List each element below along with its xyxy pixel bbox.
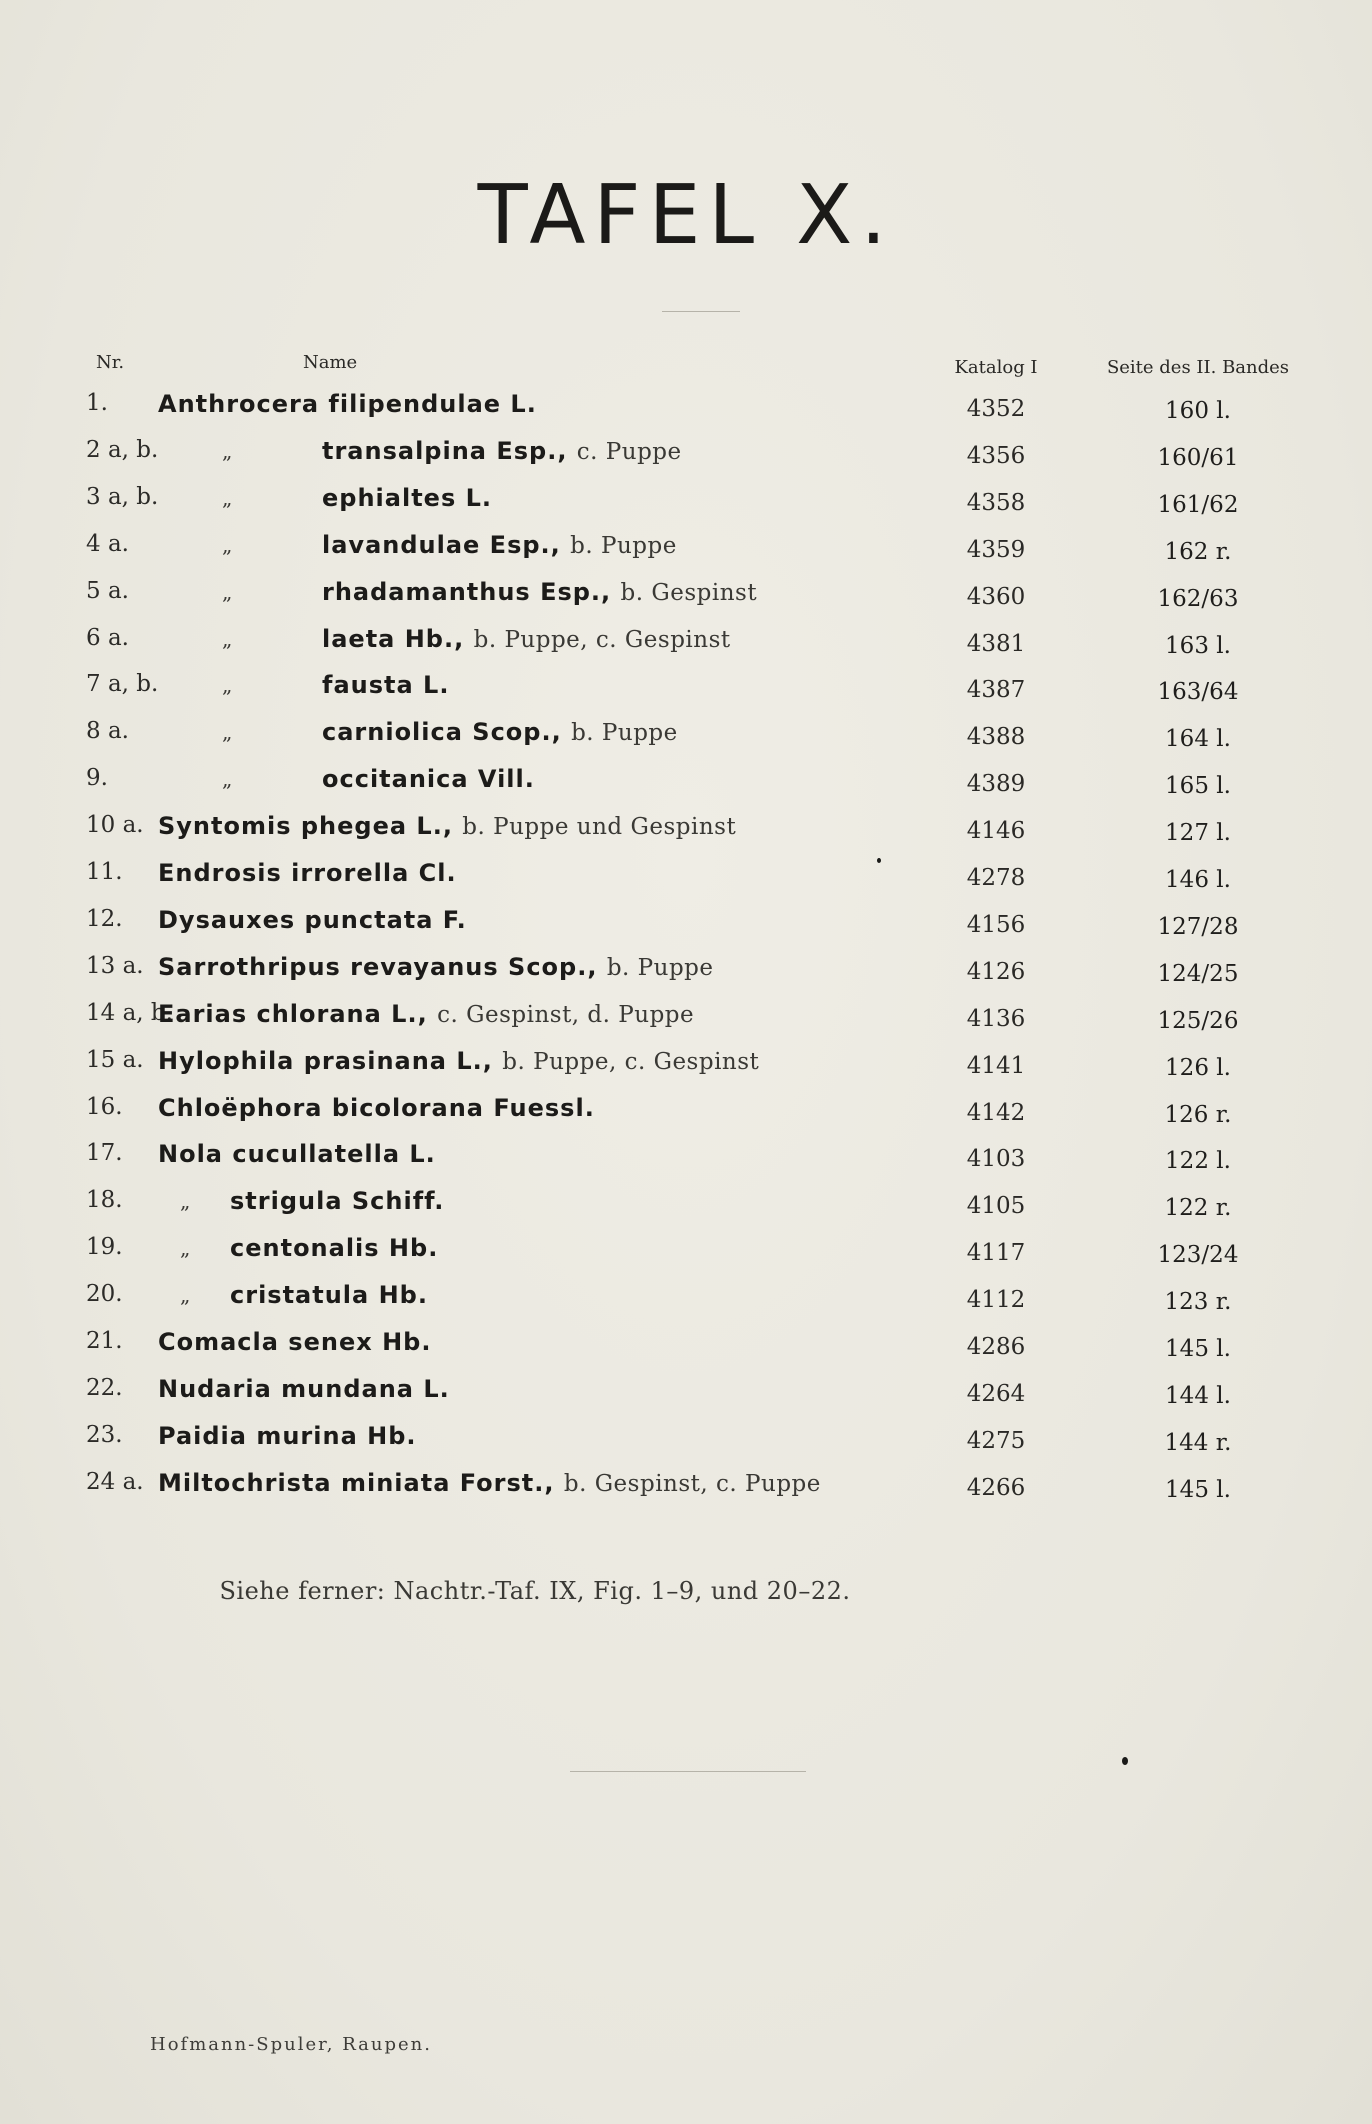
katalog-number: 4266 <box>966 1475 1026 1501</box>
species-name-text: carniolica Scop., <box>322 718 562 746</box>
row-number: 2 a, b. <box>86 437 159 463</box>
katalog-number: 4358 <box>966 490 1026 516</box>
table-row <box>0 484 1372 530</box>
table-row <box>0 1469 1372 1515</box>
seite-reference: 127/28 <box>1157 914 1239 940</box>
row-number: 20. <box>86 1281 123 1307</box>
katalog-number: 4360 <box>966 584 1026 610</box>
species-note: c. Gespinst, d. Puppe <box>437 1002 695 1028</box>
row-number: 16. <box>86 1094 123 1120</box>
seite-reference: 122 l. <box>1165 1148 1231 1174</box>
seite-reference: 126 l. <box>1165 1055 1231 1081</box>
page-title: TAFEL X. <box>477 168 895 263</box>
row-number: 18. <box>86 1187 123 1213</box>
species-name-text: Chloëphora bicolorana Fuessl. <box>158 1094 595 1122</box>
katalog-number: 4275 <box>966 1428 1026 1454</box>
katalog-number: 4264 <box>966 1381 1026 1407</box>
species-name <box>322 437 682 465</box>
katalog-number: 4142 <box>966 1100 1026 1126</box>
katalog-number: 4381 <box>966 631 1026 657</box>
species-name-text: Miltochrista miniata Forst., <box>158 1469 555 1497</box>
seite-reference: 160/61 <box>1157 445 1239 471</box>
table-row <box>0 1375 1372 1421</box>
species-name-text: occitanica Vill. <box>322 765 535 793</box>
row-number: 10 a. <box>86 812 144 838</box>
ink-speck <box>1122 1757 1128 1765</box>
seite-reference: 163 l. <box>1165 633 1231 659</box>
seite-reference: 124/25 <box>1157 961 1239 987</box>
row-number: 6 a. <box>86 625 129 651</box>
table-row <box>0 531 1372 577</box>
katalog-number: 4136 <box>966 1006 1026 1032</box>
katalog-number: 4352 <box>966 396 1026 422</box>
species-name <box>322 718 678 746</box>
bottom-rule <box>570 1771 806 1772</box>
species-name-text: centonalis Hb. <box>230 1234 439 1262</box>
row-number: 7 a, b. <box>86 671 159 697</box>
katalog-number: 4278 <box>966 865 1026 891</box>
species-name <box>158 953 714 981</box>
table-row <box>0 859 1372 905</box>
katalog-number: 4105 <box>966 1193 1026 1219</box>
species-note: b. Puppe <box>571 720 678 746</box>
table-row <box>0 906 1372 952</box>
ditto-mark: „ <box>222 767 233 791</box>
table-row <box>0 812 1372 858</box>
row-number: 12. <box>86 906 123 932</box>
species-note: b. Gespinst <box>620 580 758 606</box>
species-name-text: Earias chlorana L., <box>158 1000 428 1028</box>
ditto-mark: „ <box>222 720 233 744</box>
species-name <box>158 1000 694 1028</box>
species-name-text: Comacla senex Hb. <box>158 1328 432 1356</box>
ditto-mark: „ <box>180 1283 191 1307</box>
ditto-mark: „ <box>222 627 233 651</box>
table-row <box>0 718 1372 764</box>
table-row <box>0 1094 1372 1140</box>
header-nr: Nr. <box>96 352 125 373</box>
seite-reference: 161/62 <box>1157 492 1239 518</box>
siehe-ferner-note: Siehe ferner: Nachtr.-Taf. IX, Fig. 1–9, und 20–22. <box>219 1577 851 1605</box>
row-number: 8 a. <box>86 718 129 744</box>
species-name <box>230 1281 428 1309</box>
katalog-number: 4103 <box>966 1146 1026 1172</box>
species-name <box>322 578 757 606</box>
seite-reference: 146 l. <box>1165 867 1231 893</box>
row-number: 24 a. <box>86 1469 144 1495</box>
table-row <box>0 625 1372 671</box>
katalog-number: 4117 <box>966 1240 1026 1266</box>
table-row <box>0 1000 1372 1046</box>
species-name-text: ephialtes L. <box>322 484 492 512</box>
katalog-number: 4141 <box>966 1053 1026 1079</box>
row-number: 17. <box>86 1140 123 1166</box>
species-name-text: Paidia murina Hb. <box>158 1422 417 1450</box>
row-number: 19. <box>86 1234 123 1260</box>
species-name <box>158 906 467 934</box>
species-name-text: Endrosis irrorella Cl. <box>158 859 457 887</box>
species-note: b. Puppe, c. Gespinst <box>473 627 731 653</box>
seite-reference: 162 r. <box>1164 539 1232 565</box>
row-number: 1. <box>86 390 108 416</box>
ditto-mark: „ <box>222 580 233 604</box>
katalog-number: 4156 <box>966 912 1026 938</box>
species-name-text: cristatula Hb. <box>230 1281 428 1309</box>
header-name: Name <box>303 352 358 373</box>
species-note: b. Gespinst, c. Puppe <box>563 1471 821 1497</box>
row-number: 22. <box>86 1375 123 1401</box>
species-name <box>158 1469 821 1497</box>
row-number: 9. <box>86 765 108 791</box>
species-name-text: fausta L. <box>322 671 450 699</box>
ditto-mark: „ <box>222 533 233 557</box>
species-name <box>322 765 535 793</box>
seite-reference: 144 l. <box>1165 1383 1231 1409</box>
katalog-number: 4286 <box>966 1334 1026 1360</box>
seite-reference: 145 l. <box>1165 1336 1231 1362</box>
seite-reference: 122 r. <box>1164 1195 1232 1221</box>
species-note: b. Puppe <box>570 533 677 559</box>
seite-reference: 164 l. <box>1165 726 1231 752</box>
header-katalog: Katalog I <box>954 357 1038 378</box>
table-row <box>0 1422 1372 1468</box>
katalog-number: 4389 <box>966 771 1026 797</box>
seite-reference: 123 r. <box>1164 1289 1232 1315</box>
row-number: 3 a, b. <box>86 484 159 510</box>
ditto-mark: „ <box>222 673 233 697</box>
katalog-number: 4388 <box>966 724 1026 750</box>
ditto-mark: „ <box>180 1236 191 1260</box>
header-seite: Seite des II. Bandes <box>1106 357 1290 378</box>
species-name-text: transalpina Esp., <box>322 437 568 465</box>
table-row <box>0 578 1372 624</box>
species-name <box>158 390 537 418</box>
table-row <box>0 1281 1372 1327</box>
species-note: b. Puppe <box>606 955 714 981</box>
title-rule <box>662 311 740 312</box>
seite-reference: 165 l. <box>1165 773 1231 799</box>
row-number: 13 a. <box>86 953 144 979</box>
seite-reference: 160 l. <box>1165 398 1231 424</box>
row-number: 4 a. <box>86 531 129 557</box>
katalog-number: 4359 <box>966 537 1026 563</box>
species-name <box>158 859 457 887</box>
table-row <box>0 390 1372 436</box>
katalog-number: 4387 <box>966 677 1026 703</box>
katalog-number: 4146 <box>966 818 1026 844</box>
species-name <box>230 1234 438 1262</box>
table-row <box>0 1328 1372 1374</box>
species-name-text: Nola cucullatella L. <box>158 1140 436 1168</box>
row-number: 11. <box>86 859 123 885</box>
species-name-text: Sarrothripus revayanus Scop., <box>158 953 598 981</box>
table-row <box>0 1140 1372 1186</box>
species-name-text: Nudaria mundana L. <box>158 1375 450 1403</box>
species-name-text: Syntomis phegea L., <box>158 812 453 840</box>
seite-reference: 145 l. <box>1165 1477 1231 1503</box>
species-name <box>158 1422 417 1450</box>
seite-reference: 163/64 <box>1157 679 1239 705</box>
table-row <box>0 765 1372 811</box>
seite-reference: 126 r. <box>1164 1102 1232 1128</box>
seite-reference: 127 l. <box>1165 820 1231 846</box>
species-name <box>158 1140 436 1168</box>
species-name-text: Dysauxes punctata F. <box>158 906 467 934</box>
species-note: b. Puppe und Gespinst <box>462 814 737 840</box>
species-name <box>158 1328 431 1356</box>
species-name-text: lavandulae Esp., <box>322 531 561 559</box>
row-number: 21. <box>86 1328 123 1354</box>
species-name <box>158 1047 759 1075</box>
species-name <box>158 1094 595 1122</box>
row-number: 14 a, b. <box>86 1000 173 1026</box>
katalog-number: 4126 <box>966 959 1026 985</box>
species-name-text: Anthrocera filipendulae L. <box>158 390 537 418</box>
katalog-number: 4356 <box>966 443 1026 469</box>
species-name <box>322 531 677 559</box>
table-row <box>0 437 1372 483</box>
species-name <box>158 812 736 840</box>
row-number: 5 a. <box>86 578 129 604</box>
species-name <box>230 1187 444 1215</box>
table-row <box>0 671 1372 717</box>
table-row <box>0 1234 1372 1280</box>
species-name-text: strigula Schiff. <box>230 1187 445 1215</box>
species-name-text: Hylophila prasinana L., <box>158 1047 493 1075</box>
seite-reference: 123/24 <box>1157 1242 1239 1268</box>
ditto-mark: „ <box>222 439 233 463</box>
species-name-text: rhadamanthus Esp., <box>322 578 612 606</box>
species-note: b. Puppe, c. Gespinst <box>502 1049 760 1075</box>
seite-reference: 162/63 <box>1157 586 1239 612</box>
species-name <box>322 484 492 512</box>
row-number: 15 a. <box>86 1047 144 1073</box>
row-number: 23. <box>86 1422 123 1448</box>
ink-speck <box>877 858 881 863</box>
species-name <box>158 1375 450 1403</box>
species-note: c. Puppe <box>576 439 682 465</box>
ditto-mark: „ <box>222 486 233 510</box>
seite-reference: 144 r. <box>1164 1430 1232 1456</box>
katalog-number: 4112 <box>966 1287 1026 1313</box>
table-row <box>0 953 1372 999</box>
footer-credit: Hofmann-Spuler, Raupen. <box>150 2034 432 2055</box>
ditto-mark: „ <box>180 1189 191 1213</box>
table-row <box>0 1047 1372 1093</box>
species-name <box>322 625 731 653</box>
table-row <box>0 1187 1372 1233</box>
species-name-text: laeta Hb., <box>322 625 465 653</box>
seite-reference: 125/26 <box>1157 1008 1239 1034</box>
species-name <box>322 671 449 699</box>
